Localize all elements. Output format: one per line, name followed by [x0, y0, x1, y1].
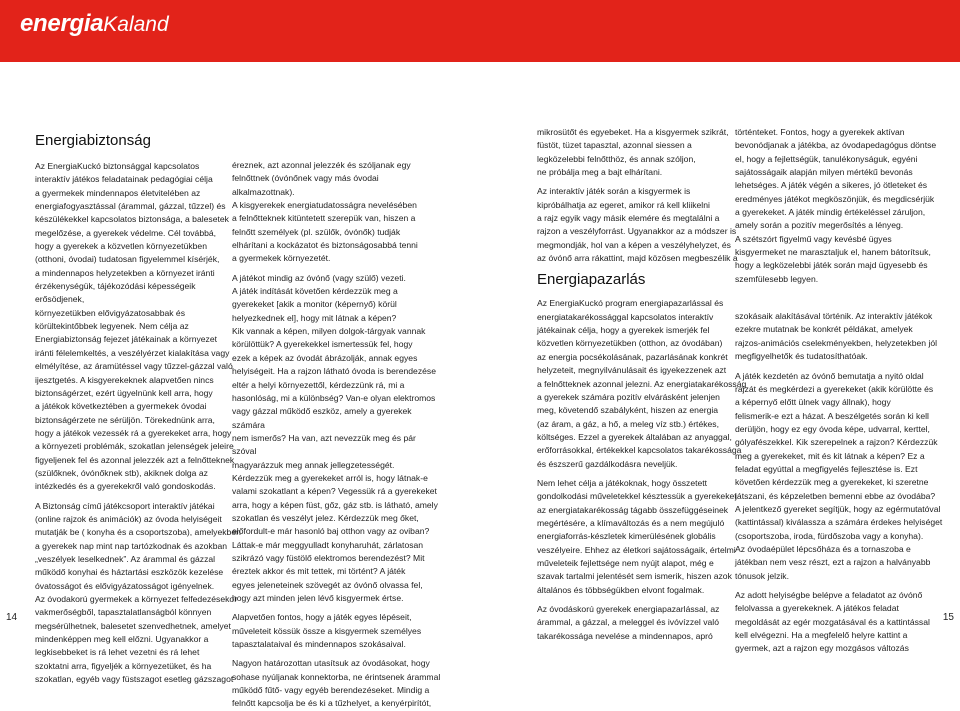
- text-line: vakmerőségből, tapasztalatlanságból könnyen: [35, 607, 212, 618]
- text-line: megsérülhetnek, balesetet szenvedhetnek, amelyet: [35, 620, 231, 631]
- text-line: a mindennapos helyzetekben a környezet iránti: [35, 267, 215, 278]
- text-line: hasonlóság, mi a különbség? Van-e olyan elektromos: [232, 392, 436, 403]
- text-line: gyermek, azt a rajzon egy mozgásos változás: [735, 643, 909, 654]
- text-line: gólyafészekkel. Kik szerepelnek a rajzon? Kérdezzük: [735, 437, 938, 448]
- text-line: a játékok következtében a gyermekek óvodai: [35, 401, 207, 412]
- text-line: ezek a képek az óvodát ábrázolják, annak egyes: [232, 352, 418, 363]
- text-line: Az óvodaépület lépcsőháza és a tornaszoba e: [735, 543, 911, 554]
- text-line: szavak tartalmi jelentését sem ismerik, hiszen azok: [537, 571, 732, 582]
- text-line: közvetlen környezetükben (otthon, az óvodában): [537, 338, 723, 349]
- text-line: eltér a helyi környezettől, kérdezzünk rá, mi a: [232, 379, 405, 390]
- text-line: Az EnergiaKuckó program energiapazarlással és: [537, 298, 724, 309]
- text-line: biztonságérzet, ezért ügyelnünk kell arra, hogy: [35, 387, 213, 398]
- text-line: magyarázzuk meg annak jellegzetességét.: [232, 459, 395, 470]
- text-line: követően kérdezzük meg a gyerekeket, ki szeretne: [735, 477, 929, 488]
- text-line: Az adott helyiségbe belépve a feladatot az óvónő: [735, 590, 923, 600]
- heading-energiapazarlas: Energiapazarlás: [537, 271, 646, 289]
- text-line: (online rajzok és animációk) az óvoda helyiségeit: [35, 513, 222, 524]
- text-line: energiafogyasztással (árammal, gázzal, tűzzel) és: [35, 201, 226, 212]
- right-column-2-body: [735, 126, 945, 656]
- text-line: hogy a játékok vezessék rá a gyerekeket arra, hogy: [35, 427, 232, 438]
- text-line: megoldását az egér mozgatásával és a kattintással: [735, 616, 930, 627]
- text-line: mikrosütőt és egyebeket. Ha a kisgyermek szikrát,: [537, 127, 729, 137]
- text-line: a gyermekek mindennapos életvitelében az: [35, 187, 201, 198]
- text-line: vagy gázzal működő eszköz, amely a gyerekek számára: [232, 406, 412, 430]
- text-line: felismerik-e ezt a házat. A beszélgetés során ki kell: [735, 410, 929, 421]
- text-line: A szétszórt figyelmű vagy kevésbé ügyes: [735, 233, 892, 244]
- text-line: hogy azt minden jelen lévő kisgyermek értse.: [232, 593, 404, 603]
- text-line: Alapvetően fontos, hogy a játék egyes lépéseit,: [232, 612, 412, 623]
- text-line: óvatosságot és elővigyázatosságot igényelnek.: [35, 580, 215, 591]
- text-line: tónusok jelzik.: [735, 570, 789, 581]
- text-line: energiaforrás-készletek kimerülésének globális: [537, 531, 716, 542]
- text-line: kipróbálhatja az egeret, amikor rá kell kliikelni: [537, 199, 710, 210]
- left-column-1: [35, 132, 245, 686]
- text-line: műveleteik fejlettsége nem nyújt alapot, még e: [537, 557, 714, 568]
- text-line: felnőtt kapcsolja be és ki a tűzhelyet, a kenyérpirítót,: [232, 698, 432, 709]
- text-line: a környezeti problémák, szokatlan jelenségek jeleire: [35, 441, 234, 452]
- text-line: egyes jeleneteinek szövegét az óvónő olvassa fel,: [232, 579, 423, 590]
- text-line: kell elvégezni. Ha a megfelelő helyre kattint a: [735, 630, 908, 641]
- text-line: történteket. Fontos, hogy a gyerekek aktívan: [735, 127, 905, 137]
- text-line: kisgyermeket ne marasztaljuk el, hanem bátorítsuk,: [735, 247, 931, 258]
- text-line: megértésére, a klímaváltozás és a nem megújuló: [537, 517, 725, 528]
- text-line: energiatakarékossággal kapcsolatos interaktív: [537, 311, 714, 322]
- text-line: műveleteit kössük össze a kisgyermek személyes: [232, 625, 422, 636]
- text-line: Kik vannak a képen, milyen dolgok-tárgyak vannak: [232, 326, 426, 337]
- page-number-right: 15: [942, 612, 954, 623]
- left-column-2: [232, 159, 442, 711]
- text-line: Nagyon határozottan utasítsuk az óvodásokat, hogy: [232, 658, 430, 669]
- text-line: játékainak célja, hogy a gyerekek ismerjék fel: [537, 325, 710, 336]
- text-line: (otthoni, óvodai) tudatosan figyelemmel kísérjék,: [35, 254, 220, 265]
- page-number-left: 14: [6, 612, 18, 623]
- text-line: Nem lehet célja a játékoknak, hogy összetett: [537, 477, 708, 488]
- text-line: érzékenységük, tájékozódási képességeik erősödjenek,: [35, 281, 196, 305]
- text-line: meg, követendő szabályként, hiszen az energia: [537, 405, 719, 416]
- text-line: „veszélyek leselkednek”. Az árammal és gázzal: [35, 553, 216, 564]
- text-line: szikrázó vagy füstölő elektromos berendezést? Mit: [232, 552, 425, 563]
- text-line: feladat egyúttal a megfigyelés fejlesztése is. Ezt: [735, 463, 918, 474]
- text-line: éreznek, azt azonnal jelezzék és szóljanak egy: [232, 160, 411, 170]
- text-line: rajzon a veszélyforrást. Ugyanakkor az a módszer is: [537, 226, 737, 237]
- text-line: megfigyelhetők és tudatosíthatóak.: [735, 351, 868, 362]
- text-line: a rajz egyik vagy másik elemére és megtalálni a: [537, 213, 720, 224]
- text-line: szoktatni arra, figyeljék a környezetüket, és ha: [35, 660, 212, 671]
- text-line: gyerekeket [akik a monitor (képernyő) körül: [232, 299, 397, 310]
- text-line: és észszerű gazdálkodásra neveljük.: [537, 458, 678, 469]
- text-line: hogy a legközelebbi játék során majd ügyesebb és: [735, 260, 928, 271]
- text-line: intézkedés és a gyerekekről való gondoskodás.: [35, 481, 216, 492]
- text-line: el, hogy a fejlettségük, tanulékonyságuk, egyéni: [735, 153, 918, 164]
- text-line: helyezkednek el], hogy mit látnak a képen?: [232, 312, 397, 323]
- logo-text-energia: energia: [20, 10, 104, 37]
- text-line: megmondják, hol van a képen a veszélyhelyzet, és: [537, 239, 731, 250]
- text-line: ijesztgetés. A kisgyerekeknek alapvetően nincs: [35, 374, 214, 385]
- text-line: sajátosságaik alapján milyen mértékű bevonás: [735, 167, 913, 178]
- text-line: körülöttük? A gyerekekkel ismertessük fel, hogy: [232, 339, 413, 350]
- text-line: arra, hogy a képen füst, gőz, gáz stb. is látható, amely: [232, 499, 438, 510]
- text-line: az energiatakarékosság tágabb összefüggéseinek: [537, 504, 729, 515]
- text-line: mindenképpen meg kell előzni. Ugyanakkor a: [35, 634, 209, 645]
- text-line: Az óvodáskorú gyerekek energiapazarlással, az: [537, 604, 720, 614]
- left-column-2-body: [232, 159, 442, 711]
- right-column-1-bottom: [537, 297, 747, 643]
- left-column-1-body: [35, 160, 245, 686]
- text-line: eredményes játékot megköszönjük, és megdicsérjük: [735, 193, 935, 204]
- text-line: (az áram, a gáz, a hő, a meleg víz stb.) értékes,: [537, 418, 719, 429]
- text-line: hogy a gyerekek a közvetlen környezetükben: [35, 241, 207, 252]
- heading-energiabiztonsag: Energiabiztonság: [35, 132, 151, 149]
- right-column-2: [735, 126, 945, 656]
- text-line: A Biztonság című játékcsoport interaktív játékai: [35, 500, 215, 511]
- text-line: Kérdezzük meg a gyerekeket arról is, hogy látnak-e: [232, 472, 428, 483]
- energiakaland-logo: [20, 10, 169, 38]
- text-line: felnőttnek (óvónőnek vagy más óvodai alkalmazottnak).: [232, 173, 379, 197]
- text-line: szokatlan, egyéb vagy füstszagot esetleg gázszagot: [35, 674, 234, 685]
- text-line: erőforrásokkal, értékekkel kapcsolatos takarékossága: [537, 445, 742, 456]
- text-line: a felnőtteknek azonnal jelezni. Az energiatakarékosság: [537, 378, 747, 389]
- text-line: ne próbálja meg a bajt elhárítani.: [537, 167, 663, 178]
- right-column-1: [537, 126, 747, 643]
- text-line: a gyermekek környezetét.: [232, 253, 331, 264]
- header-banner: [0, 0, 960, 62]
- text-line: A játék indítását követően kérdezzük meg a: [232, 286, 398, 297]
- text-line: a gyerekek nap mint nap tartózkodnak és azokban: [35, 540, 228, 551]
- text-line: nem ismerős? Ha van, azt nevezzük meg és pár szóval: [232, 432, 416, 457]
- text-line: gondolkodási műveletekkel késztessük a gyerekeket: [537, 491, 737, 502]
- text-line: A jelentkező gyereket segítjük, hogy az egérmutatóval: [735, 503, 941, 514]
- text-line: mutatják be ( konyha és a csoportszoba), amelyekben: [35, 527, 241, 538]
- text-line: felnőtt személyek (pl. szülők, óvónők) tudják: [232, 226, 401, 237]
- text-line: Energiabiztonság fejezet játékainak a környezet: [35, 334, 218, 345]
- text-line: szokatlan és veszélyt jelez. Kérdezzük meg őket,: [232, 512, 419, 523]
- text-line: (kattintással) kiválassza a számára érdekes helyiséget: [735, 517, 943, 528]
- text-line: elhárítani a kockázatot és biztonságosabbá tenni: [232, 240, 418, 251]
- text-line: a képernyő előtt ülnek vagy állnak), hogy: [735, 397, 891, 408]
- text-line: veszélyeire. Ehhez az életkori sajátosságaik, értelmi: [537, 544, 736, 555]
- text-line: környezetükben elővigyázatosabbak és: [35, 307, 186, 318]
- text-line: árammal, a gázzal, a meleggel és ivóvízzel való: [537, 617, 719, 628]
- text-line: tapasztalataival és mindennapos szokásaival.: [232, 639, 406, 650]
- text-line: sohase nyúljanak konnektorba, ne érintsenek árammal: [232, 671, 441, 682]
- text-line: (csoportszoba, iroda, fürdőszoba vagy a konyha).: [735, 530, 924, 541]
- text-line: A játék kezdetén az óvónő bemutatja a nyitó oldal: [735, 370, 924, 381]
- text-line: költséges. Ezzel a gyerekek általában az anyaggal,: [537, 431, 732, 442]
- text-line: a gyerekek számára pozitív elvárásként jelenjen: [537, 391, 720, 402]
- text-line: a felnőtteknek kitüntetett szerepük van, hiszen a: [232, 213, 416, 224]
- text-line: Az EnergiaKuckó biztonsággal kapcsolatos: [35, 161, 200, 171]
- text-line: takarékossága nevelése a mindennapos, apró: [537, 630, 713, 641]
- text-line: általános és többségükben elvont fogalmak.: [537, 584, 705, 595]
- text-line: Láttak-e már meggyulladt konyharuhát, zárlatosan: [232, 539, 424, 550]
- text-line: megelőzése, a gyerekek védelme. Cél továbbá,: [35, 227, 217, 238]
- text-line: játszani, és képzeletben bemenni ebbe az óvodába?: [735, 490, 936, 501]
- text-line: A kisgyerekek energiatudatosságra nevelésében: [232, 200, 417, 211]
- text-line: a gyerekeket. A játék mindig értékeléssel záruljon,: [735, 207, 926, 218]
- text-line: készülékekkel kapcsolatos biztonsága, a balesetek: [35, 214, 229, 225]
- text-line: valami szokatlant a képen? Vegessük rá a gyerekeket: [232, 486, 437, 497]
- logo-text-kaland: Kaland: [103, 13, 169, 36]
- text-line: körültekintőbbek legyenek. Nem célja az: [35, 321, 189, 332]
- text-line: bevonódjanak a játékba, az óvodapedagógus döntse: [735, 140, 937, 151]
- text-line: amely során a pozitív megerősítés a lényeg.: [735, 220, 904, 231]
- text-line: interaktív játékos feladatainak pedagógiai célja: [35, 174, 213, 185]
- text-line: szokásaik alakításával történik. Az interaktív játékok: [735, 311, 933, 322]
- text-line: legközelebbi felnőtthöz, és annak szóljon,: [537, 153, 696, 164]
- text-line: előfordult-e már hasonló baj otthon vagy az oviban?: [232, 526, 430, 537]
- text-line: meg a gyerekeket, mit és kit látnak a képen? Ez a: [735, 450, 925, 461]
- text-line: helyiségeit. Ha a rajzon látható óvoda is berendezése: [232, 366, 436, 377]
- text-line: helyzeteit, megnyilvánulásait és igyekezzenek azt: [537, 365, 727, 376]
- text-line: derüljön, hogy ez egy óvoda képe, udvarral, kerttel,: [735, 423, 930, 434]
- text-line: biztonságérzete ne sérüljön. Törekednünk arra,: [35, 414, 215, 425]
- text-line: (szülőknek, óvónőknek stb), akiknek dolga az: [35, 467, 208, 478]
- text-line: iránti félelemkeltés, a veszélyérzet kialakítása vagy: [35, 347, 230, 358]
- text-line: A játékot mindig az óvónő (vagy szülő) vezeti.: [232, 272, 406, 283]
- text-line: legkisebbeket is rá lehet vezetni és rá lehet: [35, 647, 200, 658]
- text-line: felolvassa a gyerekeknek. A játékos feladat: [735, 603, 899, 614]
- text-line: rajzos-animációs cselekményekben, helyzetekben jól: [735, 337, 938, 348]
- text-line: elmélyítése, az áramütéssel vagy tűzzel-gázzal való: [35, 361, 233, 372]
- text-line: figyeljenek fel és azonnal jelezzék azt a felnőtteknek: [35, 454, 235, 465]
- text-line: ezekre mutatnak be konkrét példákat, amelyek: [735, 324, 913, 335]
- text-line: játékban nem vesz részt, ezt a rajzon a halványabb: [735, 557, 931, 568]
- text-line: éreztek akkor és mit tettek, mi történt? A játék: [232, 566, 406, 577]
- text-line: működő konyhai és háztartási eszközök kezelése: [35, 567, 224, 578]
- text-line: füstöt, tüzet tapasztal, azonnal siessen a: [537, 140, 692, 151]
- text-line: rajzát és megkérdezi a gyerekeket (akik körülötte és: [735, 383, 934, 394]
- text-line: Az óvodakorú gyermekek a környezet felfedezésekor: [35, 594, 238, 604]
- text-line: működő fűtő- vagy egyéb berendezéseket. Mindig a: [232, 685, 430, 696]
- text-line: lehetséges. A játék végén a sikeres, jó ötleteket és: [735, 180, 928, 191]
- text-line: Az interaktív játék során a kisgyermek is: [537, 186, 691, 197]
- text-line: az óvónő arra rákattint, majd közösen megbeszélik a: [537, 253, 738, 264]
- right-column-1-top: [537, 126, 747, 265]
- text-line: az energia pocsékolásának, pazarlásának konkrét: [537, 351, 728, 362]
- text-line: szemfülesebb legyen.: [735, 273, 819, 284]
